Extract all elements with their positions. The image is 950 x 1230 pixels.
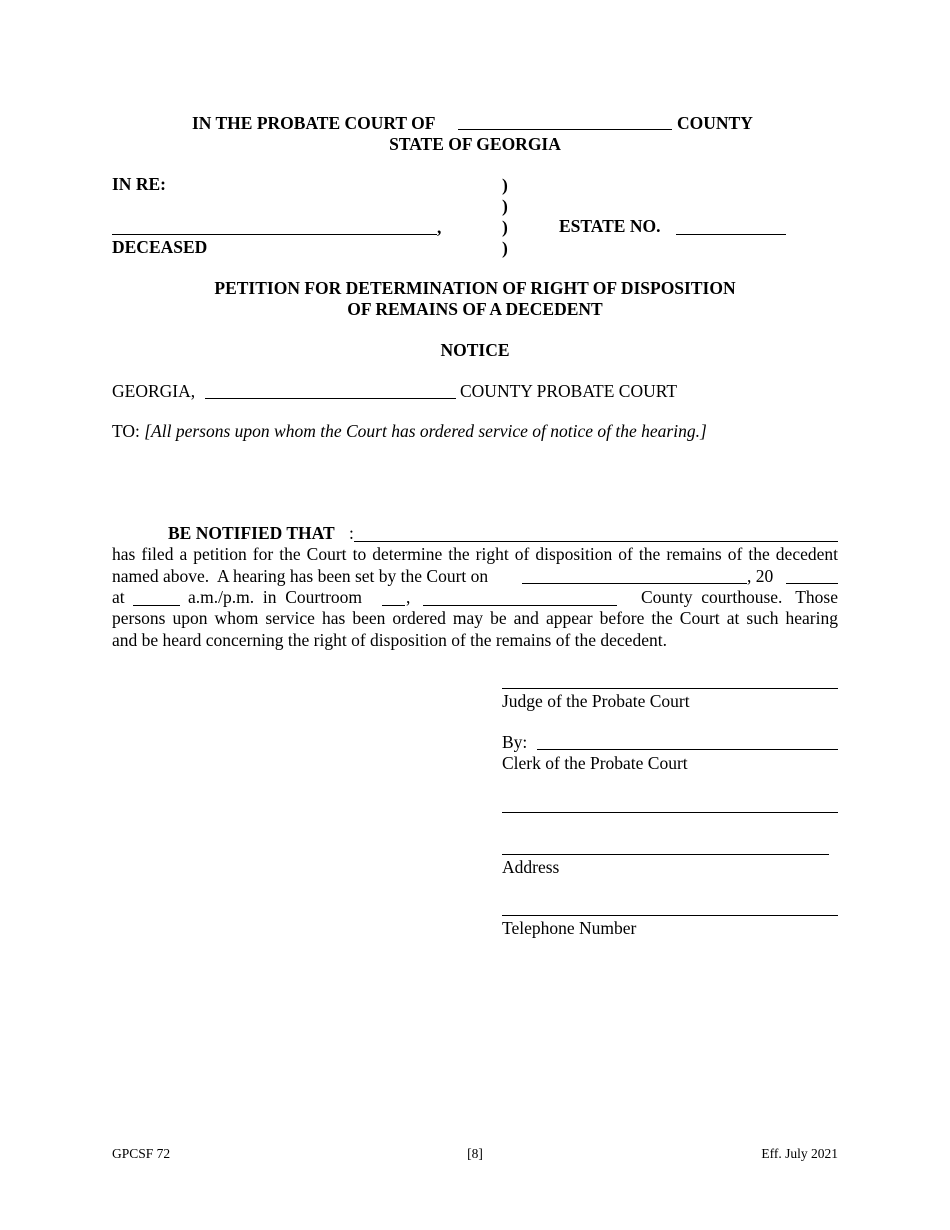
- caption-comma: ,: [437, 217, 442, 237]
- judge-label: Judge of the Probate Court: [502, 691, 690, 711]
- hearing-year-blank[interactable]: [786, 583, 838, 584]
- estate-no-blank[interactable]: [676, 234, 786, 235]
- petition-title-line1: PETITION FOR DETERMINATION OF RIGHT OF DISPOSITION: [214, 278, 736, 298]
- effective-date: Eff. July 2021: [761, 1146, 838, 1161]
- form-id: GPCSF 72: [112, 1146, 171, 1161]
- page-number: [8]: [467, 1146, 483, 1161]
- judge-signature-line[interactable]: [502, 688, 838, 689]
- hearing-date-blank[interactable]: [522, 583, 747, 584]
- caption-paren-4: ): [502, 238, 508, 258]
- by-label: By:: [502, 732, 528, 752]
- telephone-line[interactable]: [502, 915, 838, 916]
- body-line-3-comma: ,: [406, 587, 411, 607]
- body-line-3-at: at: [112, 587, 125, 607]
- body-line-2b: , 20: [747, 566, 774, 586]
- petition-title-line2: OF REMAINS OF A DECEDENT: [347, 299, 603, 319]
- court-header-county: COUNTY: [677, 113, 753, 133]
- body-line-1: has filed a petition for the Court to determine the right of disposition of the remains of the decedent: [112, 544, 838, 564]
- caption-paren-1: ): [502, 175, 508, 195]
- deceased-label: DECEASED: [112, 237, 208, 257]
- hearing-time-blank[interactable]: [133, 605, 180, 606]
- body-line-2a: named above. A hearing has been set by the Court on: [112, 566, 489, 586]
- clerk-label: Clerk of the Probate Court: [502, 753, 688, 773]
- court-header-left: IN THE PROBATE COURT OF: [192, 113, 436, 133]
- estate-no-label: ESTATE NO.: [559, 216, 661, 236]
- telephone-label: Telephone Number: [502, 918, 637, 938]
- body-line-4: persons upon whom service has been ordered may be and appear before the Court at such hearing: [112, 608, 838, 628]
- to-recipients-text: [All persons upon whom the Court has ordered service of notice of the hearing.]: [144, 421, 707, 441]
- county-name-blank[interactable]: [458, 129, 672, 130]
- to-label: TO:: [112, 421, 140, 441]
- body-line-3-county: County courthouse. Those: [640, 587, 838, 607]
- in-re-label: IN RE:: [112, 174, 166, 194]
- state-heading: STATE OF GEORGIA: [389, 134, 561, 154]
- decedent-name-blank[interactable]: [112, 234, 437, 235]
- notice-county-blank[interactable]: [205, 398, 456, 399]
- caption-paren-3: ): [502, 217, 508, 237]
- georgia-label: GEORGIA,: [112, 381, 196, 401]
- be-notified-label: BE NOTIFIED THAT: [168, 523, 335, 543]
- courthouse-county-blank[interactable]: [423, 605, 617, 606]
- petitioner-name-blank[interactable]: [354, 541, 838, 542]
- caption-paren-2: ): [502, 196, 508, 216]
- body-line-5: and be heard concerning the right of disposition of the remains of the decedent.: [112, 630, 667, 650]
- body-line-3-ampm: a.m./p.m. in Courtroom: [188, 587, 363, 607]
- address-line-2[interactable]: [502, 854, 829, 855]
- address-line-1[interactable]: [502, 812, 838, 813]
- notice-heading: NOTICE: [440, 340, 510, 360]
- address-label: Address: [502, 857, 560, 877]
- be-notified-colon: :: [349, 523, 354, 543]
- courtroom-blank[interactable]: [382, 605, 405, 606]
- to-line: [112, 421, 707, 442]
- county-probate-court-label: COUNTY PROBATE COURT: [460, 381, 678, 401]
- clerk-signature-line[interactable]: [537, 749, 838, 750]
